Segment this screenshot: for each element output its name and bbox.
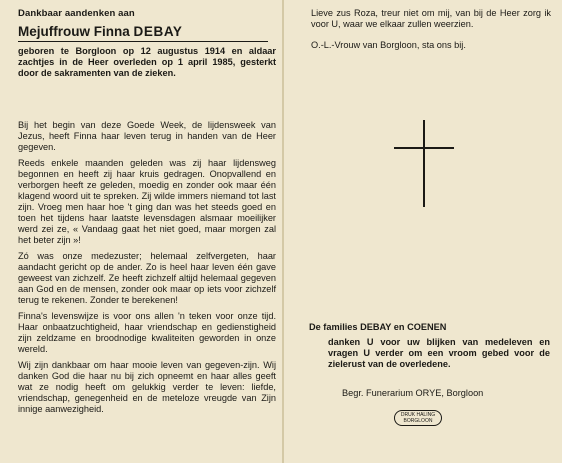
name-prefix: Mejuffrouw Finna	[18, 24, 130, 39]
families-prefix: De families	[309, 322, 358, 332]
farewell-text	[311, 8, 551, 30]
farewell-message: Lieve zus Roza, treur niet om mij, van bij de Heer zorg ik voor U, waar we elkaar zullen weerzien.	[311, 8, 551, 29]
family-name-1: DEBAY	[360, 322, 392, 332]
eulogy-text	[18, 120, 276, 420]
prayer-line: O.-L.-Vrouw van Borgloon, sta ons bij.	[311, 40, 466, 50]
families-line	[309, 322, 446, 332]
thanks-text: danken U voor uw blijken van medeleven en vragen U verder om een vroom gebed voor de zielerust van de overledene.	[328, 337, 550, 369]
printer-stamp	[394, 410, 442, 426]
eulogy-paragraph: Reeds enkele maanden geleden was zij haar lijdensweg begonnen en heeft zij haar kruis gedragen. Onopvallend en verborgen heeft ze geleden, moedig en zonder ook maar één klagend woord uit te spreken. Zij wilde immers niemand tot last zijn. Vroeg men haar hoe 't ging dan was het steeds goed en toen het tijdens haar laatste levensdagen alsmaar moeilijker werd zei ze, « Vandaag gaat het niet goed, maar morgen zal het beter zijn »!	[18, 158, 276, 245]
cross-icon-bar	[394, 147, 454, 149]
funeral-home: Begr. Funerarium ORYE, Borgloon	[342, 388, 484, 398]
surname: DEBAY	[133, 24, 183, 39]
stamp-line-2: BORGLOON	[403, 418, 433, 424]
eulogy-paragraph: Wij zijn dankbaar om haar mooie leven van gegeven-zijn. Wij danken God die haar nu bij zich opneemt en haar alles geeft wat ze nodig heeft om gelukkig verder te leven: liefde, vriendschap, genegenheid en de meteloze vreugde van Zijn innige aanwezigheid.	[18, 360, 276, 414]
stamp-line-1: DRUK HALING	[400, 412, 436, 418]
deceased-name	[18, 24, 268, 42]
card-heading: Dankbaar aandenken aan	[18, 8, 135, 19]
eulogy-paragraph: Zó was onze medezuster; helemaal zelfvergeten, haar aandacht gericht op de ander. Zo is heel haar leven één gave geweest van zichzelf. Ze heeft zichzelf altijd helemaal gegeven aan God en de mensen, zonder ook maar op iets voor zichzelf terug te rekenen. Zonder te berekenen!	[18, 251, 276, 305]
cross-icon	[423, 120, 425, 207]
birth-death-info: geboren te Borgloon op 12 augustus 1914 en aldaar zachtjes in de Heer overleden op 1 april 1985, gesterkt door de sakramenten van de zieken.	[18, 46, 276, 78]
family-name-2: COENEN	[407, 322, 447, 332]
eulogy-paragraph: Finna's levenswijze is voor ons allen 'n teken voor onze tijd. Haar onbaatzuchtigheid, haar vriendschap en gedienstigheid zijn zeldzame en broodnodige kwaliteiten geworden in onze wereld.	[18, 311, 276, 354]
card-fold	[282, 0, 284, 463]
eulogy-paragraph: Bij het begin van deze Goede Week, de lijdensweek van Jezus, heeft Finna haar leven terug in handen van de Heer gegeven.	[18, 120, 276, 152]
families-and: en	[393, 322, 405, 332]
